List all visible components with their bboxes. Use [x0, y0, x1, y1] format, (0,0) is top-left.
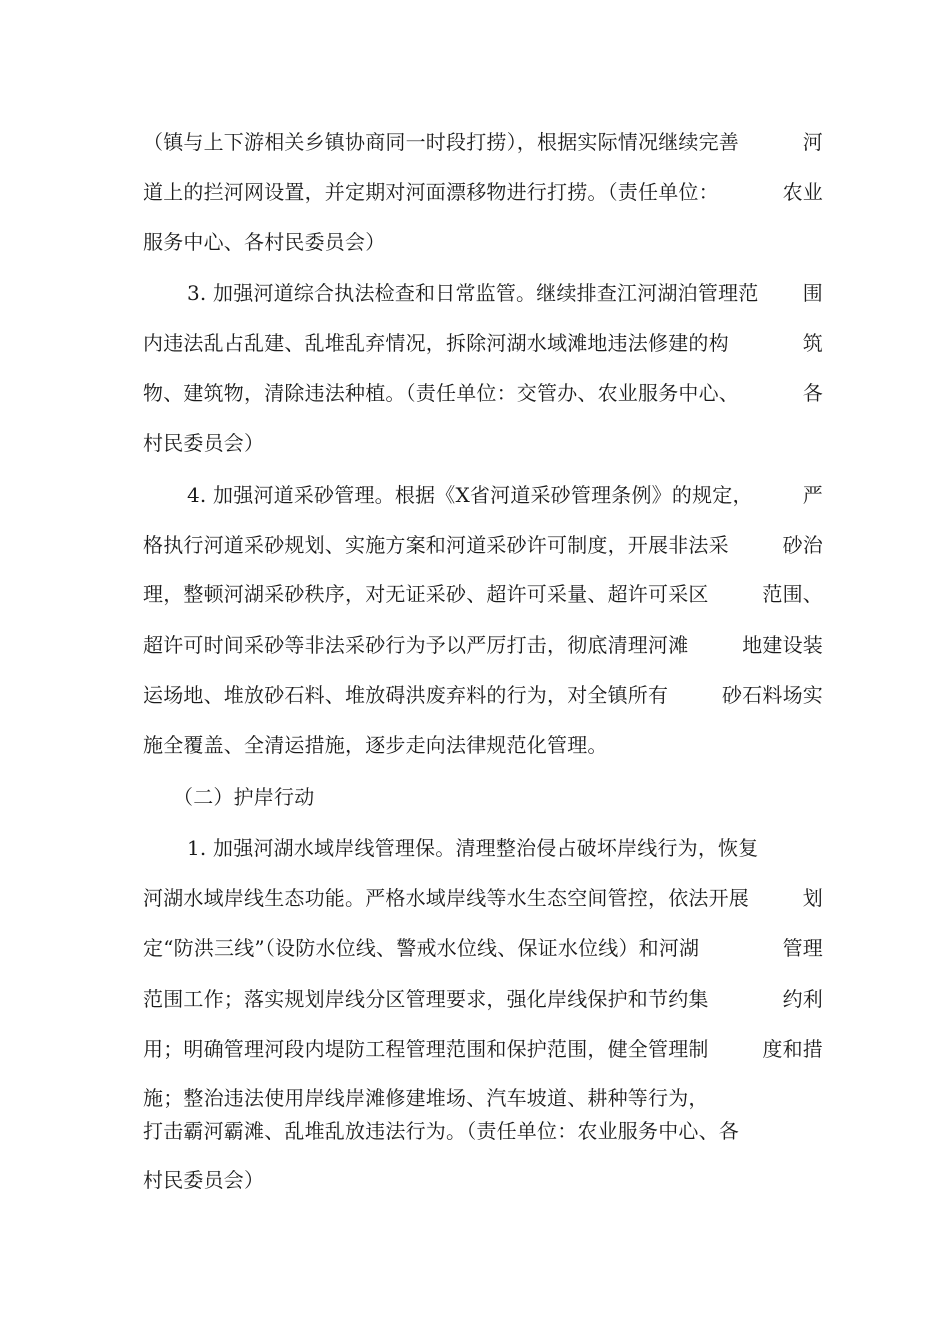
- text-segment: 河湖水域岸线生态功能。严格水域岸线等水生态空间管控，依法开展: [143, 886, 749, 910]
- text-line: [143, 884, 823, 912]
- text-segment: 施；整治违法使用岸线岸滩修建堆场、汽车坡道、耕种等行为，: [143, 1086, 709, 1110]
- text-line: [143, 1166, 823, 1194]
- text-segment: 1. 加强河湖水域岸线管理保。清理整治侵占破坏岸线行为，恢复: [187, 836, 759, 860]
- text-segment: 打击霸河霸滩、乱堆乱放违法行为。（责任单位：农业服务中心、各: [143, 1119, 739, 1143]
- text-line: [143, 731, 823, 759]
- text-segment: 砂治: [782, 533, 823, 557]
- text-line: [143, 681, 823, 709]
- text-segment: 管理: [782, 936, 823, 960]
- text-line: [143, 379, 823, 407]
- text-segment: 河: [802, 130, 823, 154]
- text-segment: 砂石料场实: [722, 683, 823, 707]
- text-segment: 3. 加强河道综合执法检查和日常监管。继续排查江河湖泊管理范: [187, 281, 759, 305]
- text-segment: 筑: [802, 331, 823, 355]
- text-segment: 服务中心、各村民委员会）: [143, 230, 386, 254]
- text-segment: 物、建筑物，清除违法种植。（责任单位：交管办、农业服务中心、: [143, 381, 739, 405]
- text-segment: 划: [802, 886, 823, 910]
- text-line: [143, 985, 823, 1013]
- text-segment: 各: [802, 381, 823, 405]
- text-segment: 村民委员会）: [143, 431, 265, 455]
- text-line: [143, 128, 823, 156]
- text-segment: 围: [802, 281, 823, 305]
- section-heading: [173, 783, 823, 811]
- text-segment: 地建设装: [742, 633, 823, 657]
- text-segment: 4. 加强河道采砂管理。根据《X省河道采砂管理条例》的规定，: [187, 483, 753, 507]
- text-segment: 格执行河道采砂规划、实施方案和河道采砂许可制度，开展非法采: [143, 533, 729, 557]
- text-line: [187, 834, 823, 862]
- text-segment: 定“防洪三线”（设防水位线、警戒水位线、保证水位线）和河湖: [143, 936, 700, 960]
- text-line: [143, 1117, 823, 1145]
- text-segment: 约利: [782, 987, 823, 1011]
- text-segment: 严: [802, 483, 823, 507]
- text-line: [143, 429, 823, 457]
- text-segment: 农业: [782, 180, 823, 204]
- text-line: [143, 228, 823, 256]
- text-line: [143, 178, 823, 206]
- text-segment: 内违法乱占乱建、乱堆乱弃情况，拆除河湖水域滩地违法修建的构: [143, 331, 729, 355]
- text-segment: 理，整顿河湖采砂秩序，对无证采砂、超许可采量、超许可采区: [143, 582, 709, 606]
- text-segment: （二）护岸行动: [173, 785, 315, 809]
- text-segment: （镇与上下游相关乡镇协商同一时段打捞），根据实际情况继续完善: [143, 130, 739, 154]
- text-line: [143, 531, 823, 559]
- text-segment: 超许可时间采砂等非法采砂行为予以严厉打击，彻底清理河滩: [143, 633, 689, 657]
- text-segment: 用；明确管理河段内堤防工程管理范围和保护范围，健全管理制: [143, 1037, 709, 1061]
- text-line: [143, 1084, 823, 1112]
- text-segment: 道上的拦河网设置，并定期对河面漂移物进行打捞。（责任单位：: [143, 180, 719, 204]
- text-segment: 施全覆盖、全清运措施，逐步走向法律规范化管理。: [143, 733, 608, 757]
- text-line: [143, 1035, 823, 1063]
- text-segment: 村民委员会）: [143, 1168, 265, 1192]
- text-segment: 范围、: [762, 582, 823, 606]
- text-segment: 度和措: [762, 1037, 823, 1061]
- text-line: [143, 580, 823, 608]
- text-segment: 范围工作；落实规划岸线分区管理要求，强化岸线保护和节约集: [143, 987, 709, 1011]
- text-line: [187, 279, 823, 307]
- text-line: [187, 481, 823, 509]
- text-segment: 运场地、堆放砂石料、堆放碍洪废弃料的行为，对全镇所有: [143, 683, 669, 707]
- text-line: [143, 934, 823, 962]
- text-line: [143, 329, 823, 357]
- text-line: [143, 631, 823, 659]
